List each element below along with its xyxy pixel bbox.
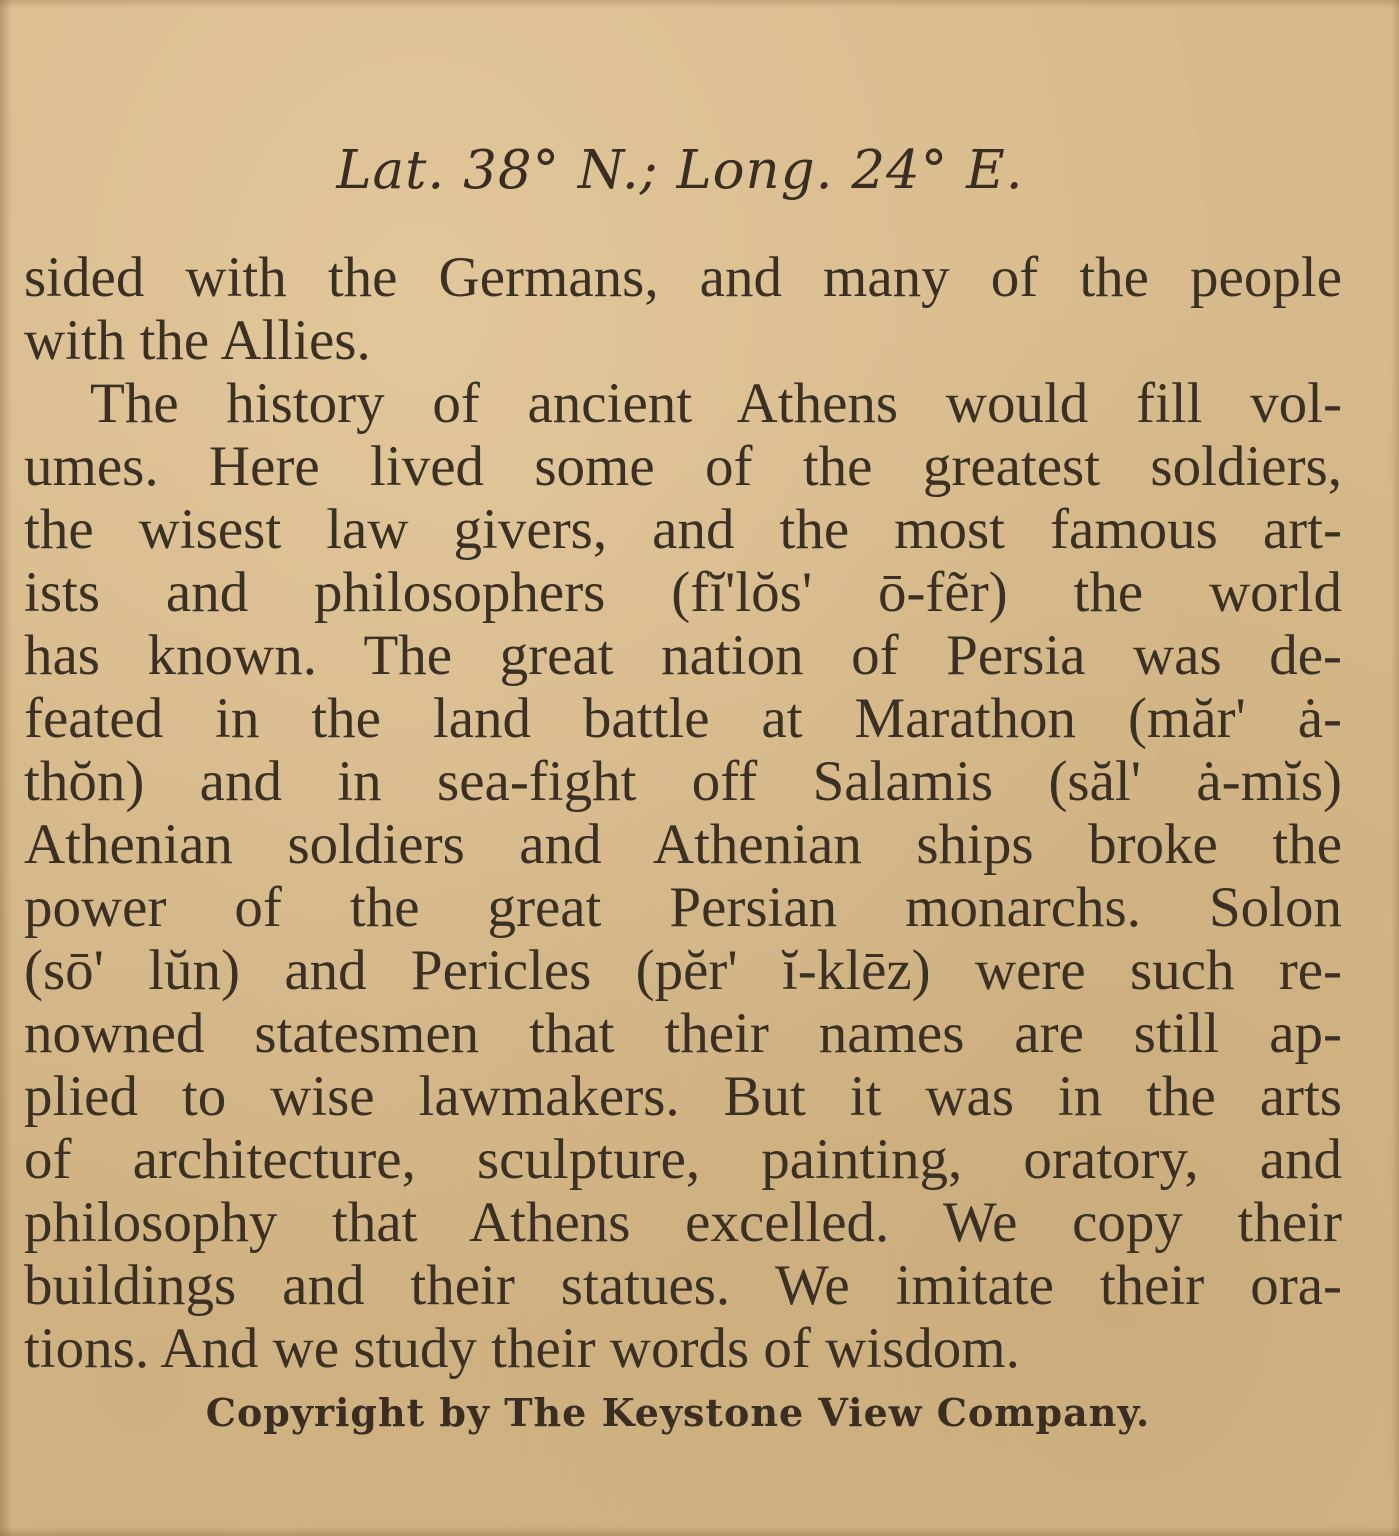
text-line: sided with the Germans, and many of the people bbox=[24, 246, 1342, 309]
text-line: of architecture, sculpture, painting, oratory, and bbox=[24, 1128, 1342, 1191]
text-line: philosophy that Athens excelled. We copy their bbox=[24, 1191, 1342, 1254]
text-line: power of the great Persian monarchs. Solon bbox=[24, 876, 1342, 939]
card-edge-left bbox=[0, 0, 12, 1536]
text-line: the wisest law givers, and the most famous art- bbox=[24, 498, 1342, 561]
text-line: feated in the land battle at Marathon (măr' ȧ- bbox=[24, 687, 1342, 750]
text-line: has known. The great nation of Persia was de- bbox=[24, 624, 1342, 687]
text-line: plied to wise lawmakers. But it was in the arts bbox=[24, 1065, 1342, 1128]
text-line: thŏn) and in sea-fight off Salamis (săl' ȧ-mĭs) bbox=[24, 750, 1342, 813]
text-line: Athenian soldiers and Athenian ships broke the bbox=[24, 813, 1342, 876]
description-text bbox=[24, 246, 1342, 1380]
text-line: tions. And we study their words of wisdom. bbox=[24, 1317, 1020, 1380]
text-line: nowned statesmen that their names are still ap- bbox=[24, 1002, 1342, 1065]
text-line: The history of ancient Athens would fill vol- bbox=[90, 372, 1342, 435]
card-edge-right bbox=[1391, 0, 1399, 1536]
text-line: (sō' lŭn) and Pericles (pĕr' ĭ-klēz) were such re- bbox=[24, 939, 1342, 1002]
card-edge-top bbox=[0, 0, 1399, 8]
card-edge-bottom bbox=[0, 1526, 1399, 1536]
coordinates-heading: Lat. 38° N.; Long. 24° E. bbox=[336, 140, 1024, 201]
text-line: buildings and their statues. We imitate their ora- bbox=[24, 1254, 1342, 1317]
text-line: with the Allies. bbox=[24, 309, 371, 372]
text-line: umes. Here lived some of the greatest soldiers, bbox=[24, 435, 1342, 498]
copyright-notice: Copyright by The Keystone View Company. bbox=[205, 1390, 1151, 1435]
text-line: ists and philosophers (fĭ'lŏs' ō-fẽr) the world bbox=[24, 561, 1342, 624]
